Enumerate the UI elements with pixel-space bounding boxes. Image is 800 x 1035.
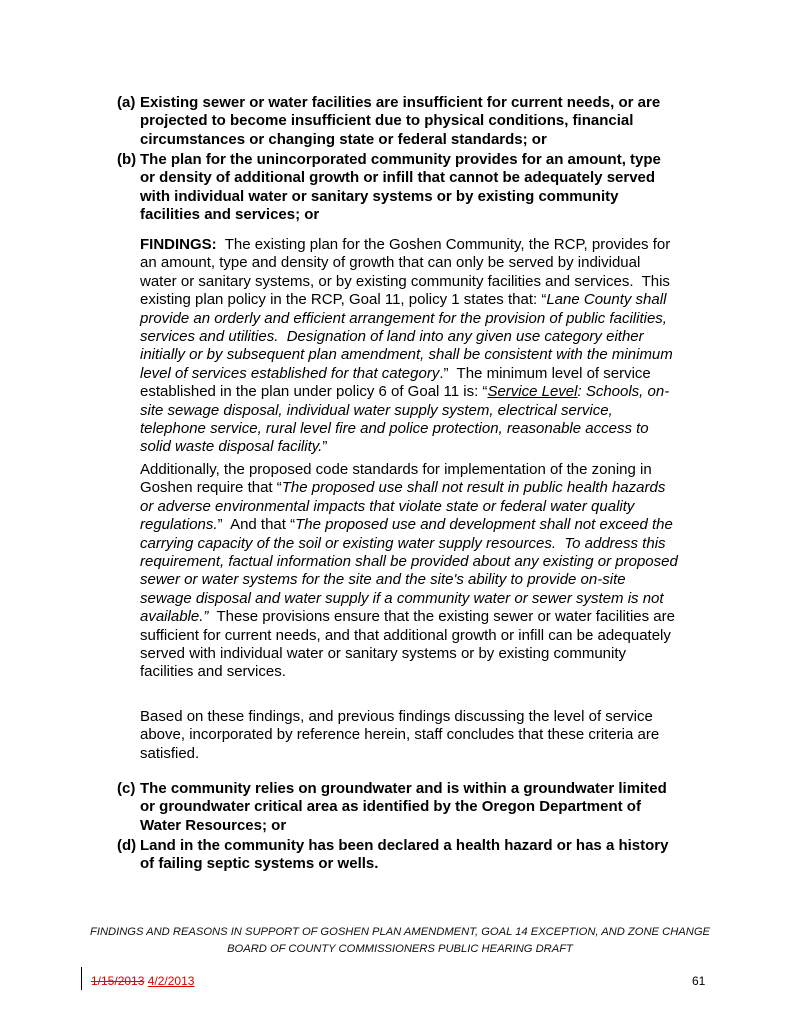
text-run: carrying capacity of the soil or existing water supply resources. To address this [140,534,666,552]
text-run: facilities and services. [140,663,286,681]
text-run: The existing plan for the Goshen Community, the RCP, provides for [216,236,671,253]
item-label: (c) [117,780,136,797]
text-line [140,383,673,401]
text-run: established in the plan under policy 6 of Goal 11 is: “ [140,383,488,401]
footer-subtitle: BOARD OF COUNTY COMMISSIONERS PUBLIC HEARING DRAFT [227,943,573,955]
text-run: ” [322,438,328,456]
text-line [140,310,673,328]
text-line [140,516,678,534]
text-run: with individual water or sanitary systems or by existing community [140,187,619,205]
text-run: .” The minimum level of service [439,364,651,382]
text-run: sufficient for current needs, and that additional growth or infill can be adequately [140,626,671,644]
text-line [140,346,673,364]
text-line [140,479,678,497]
criterion-a [117,94,661,149]
text-line [140,206,661,224]
text-line [140,798,667,816]
footer-date [91,974,194,988]
text-run: The plan for the unincorporated community provides for an amount, type [140,151,661,168]
text-line [140,328,673,346]
text-line [140,94,660,112]
text-line [140,553,678,571]
text-line [140,291,673,309]
text-run: sewage disposal and water supply if a community water or sewer system is not [140,589,664,607]
text-run: Goshen require that “ [140,479,282,497]
text-run: telephone service, rural level fire and police protection, reasonable access to [140,419,649,437]
text-line [140,438,673,456]
conclusion-paragraph [140,708,659,763]
item-label: (b) [117,151,137,168]
text-run: site sewage disposal, individual water supply system, electrical service, [140,401,613,419]
text-run: an amount, type and density of growth that can only be served by individual [140,254,641,272]
text-line [140,273,673,291]
text-run: Existing sewer or water facilities are insufficient for current needs, or are [140,94,661,111]
text-run: projected to become insufficient due to physical conditions, financial [140,112,634,130]
text-line [140,461,678,479]
text-run: satisfied. [140,744,200,762]
criterion-c [117,780,667,835]
text-line [140,590,678,608]
text-line [140,254,673,272]
text-run: The community relies on groundwater and is within a groundwater limited [140,780,667,797]
text-run: served with individual water or sanitary systems or by existing community [140,644,627,662]
text-line [140,535,678,553]
text-line [140,420,673,438]
findings-paragraph [140,236,673,457]
text-run: regulations. [140,516,218,534]
text-line [140,627,678,645]
text-line [140,745,659,763]
text-run: Lane County shall [546,291,667,309]
text-run: circumstances or changing state or federal standards; or [140,130,547,148]
text-line [140,817,667,835]
text-run: FINDINGS: [140,236,217,253]
text-line [140,169,661,187]
text-run: Based on these findings, and previous findings discussing the level of service [140,708,653,725]
text-line [140,837,668,855]
text-line [140,708,659,726]
change-bar [81,967,82,990]
text-run: solid waste disposal facility. [140,438,323,456]
text-run: or adverse environmental impacts that violate state or federal water quality [140,497,635,515]
text-run: These provisions ensure that the existing sewer or water facilities are [208,608,675,626]
text-line [140,663,678,681]
text-line [140,131,660,149]
text-run: Land in the community has been declared a health hazard or has a history [140,837,669,854]
text-line [140,571,678,589]
criterion-d [117,837,669,874]
text-run: level of services established for that category [140,364,440,382]
criterion-b [117,151,661,225]
text-run: above, incorporated by reference herein, staff concludes that these criteria are [140,726,660,744]
text-run: sewer or water systems for the site and the site's ability to provide on-site [140,571,626,589]
text-line [140,726,659,744]
text-run: existing plan policy in the RCP, Goal 11, policy 1 states that: “ [140,291,547,309]
text-line [140,855,668,873]
text-line [140,498,678,516]
text-run: : Schools, on- [577,383,670,401]
text-run: or groundwater critical area as identified by the Oregon Department of [140,798,641,816]
text-line [140,236,673,254]
text-run: requirement, factual information shall be provided about any existing or proposed [140,552,678,570]
deleted-date: 1/15/2013 [91,974,145,988]
text-run: Additionally, the proposed code standards for implementation of the zoning in [140,461,652,478]
text-run: available.” [140,608,209,626]
text-run: The proposed use shall not result in public health hazards [281,479,666,497]
text-run: Water Resources; or [140,816,287,834]
text-line [140,780,667,798]
text-run: of failing septic systems or wells. [140,855,379,873]
text-run: initially or by subsequent plan amendment, shall be consistent with the minimum [140,346,673,364]
text-run: water or sanitary systems, or by existing community facilities and services. This [140,272,670,290]
text-line [140,365,673,383]
text-run: services and utilities. Designation of land into any given use category either [140,327,644,345]
text-line [140,188,661,206]
text-run: or density of additional growth or infill that cannot be adequately served [140,169,656,187]
text-run: facilities and services; or [140,206,320,224]
item-label: (a) [117,94,136,111]
text-run: Service Level [487,383,578,401]
text-line [140,402,673,420]
footer-title: FINDINGS AND REASONS IN SUPPORT OF GOSHEN PLAN AMENDMENT, GOAL 14 EXCEPTION, AND ZONE CHANGE [90,926,710,938]
text-run: The proposed use and development shall not exceed the [295,516,673,534]
page-number: 61 [692,974,706,988]
text-line [140,112,660,130]
text-line [140,151,661,169]
text-run: ” And that “ [217,516,296,534]
item-label: (d) [117,837,137,854]
text-line [140,645,678,663]
text-line [140,608,678,626]
text-run: provide an orderly and efficient arrangement for the provision of public facilities, [140,309,667,327]
inserted-date: 4/2/2013 [147,974,195,988]
additionally-paragraph [140,461,678,682]
